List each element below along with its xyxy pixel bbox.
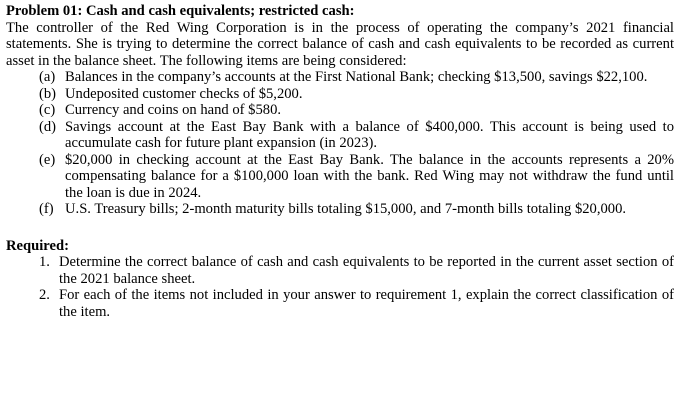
item-label: (a): [39, 69, 56, 85]
problem-title: Problem 01: Cash and cash equivalents; restricted cash:: [6, 3, 355, 19]
requirement-number: 2.: [39, 287, 50, 303]
item-text: Undeposited customer checks of $5,200.: [65, 85, 303, 102]
item-text: Savings account at the East Bay Bank with a balance of $400,000. This account is being used to accumulate cash for future plant expansion (in 2023).: [65, 118, 674, 151]
item-text: Currency and coins on hand of $580.: [65, 102, 282, 118]
requirement-item: [39, 287, 674, 320]
item-label: (e): [39, 151, 56, 168]
required-heading: Required:: [6, 237, 69, 254]
list-item: [39, 86, 674, 103]
requirement-list: [6, 254, 674, 320]
requirement-text: Determine the correct balance of cash and cash equivalents to be reported in the current asset section of the 2021 balance sheet.: [59, 254, 674, 287]
item-list: [6, 69, 674, 218]
item-label: (b): [39, 85, 57, 102]
item-text: Balances in the company’s accounts at the First National Bank; checking $13,500, savings $22,100.: [65, 69, 648, 85]
list-item: [39, 69, 674, 86]
requirement-item: [39, 254, 674, 287]
requirement-number: 1.: [39, 254, 50, 270]
list-item: [39, 119, 674, 152]
item-label: (f): [39, 201, 54, 217]
requirement-text: For each of the items not included in your answer to requirement 1, explain the correct classification of the item.: [59, 287, 674, 320]
list-item: [39, 102, 674, 119]
list-item: [39, 152, 674, 202]
item-text: $20,000 in checking account at the East Bay Bank. The balance in the accounts represents a 20% compensating balance for a $100,000 loan with the bank. Red Wing may not withdraw the fund until the loan is due in 2024.: [65, 151, 674, 201]
problem-intro: The controller of the Red Wing Corporation is in the process of operating the company’s 2021 financial statements. She is trying to determine the correct balance of cash and cash equivalents to be recorded as current asset in the balance sheet. The following items are being considered:: [6, 19, 674, 69]
list-item: [39, 201, 674, 218]
item-label: (d): [39, 118, 57, 135]
item-text: U.S. Treasury bills; 2-month maturity bills totaling $15,000, and 7-month bills totaling $20,000.: [65, 201, 627, 217]
item-label: (c): [39, 102, 56, 118]
